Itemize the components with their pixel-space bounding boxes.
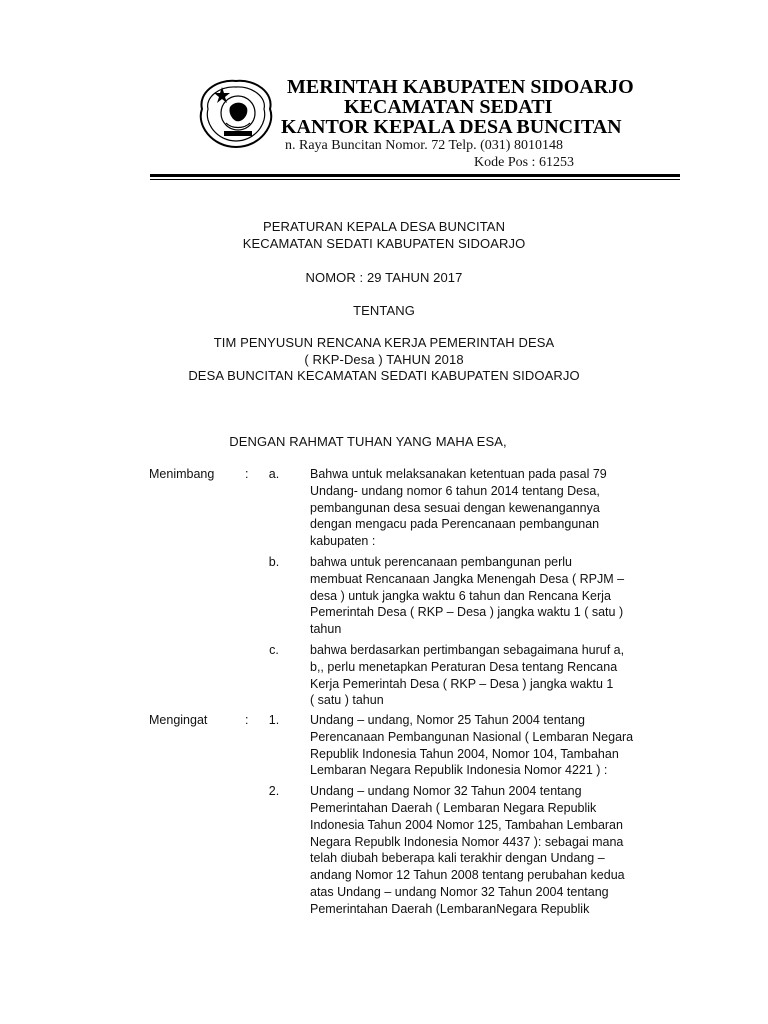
mengingat-item-2 [149,783,679,917]
item-number: c. [269,642,279,657]
menimbang-colon: : [245,467,249,481]
regulation-title: PERATURAN KEPALA DESA BUNCITAN [262,219,506,234]
menimbang-item-c [149,642,679,709]
item-text: Undang – undang, Nomor 25 Tahun 2004 tentang Perencanaan Pembangunan Nasional ( Lembaran Negara Republik Indonesia Tahun 2004, Nomor 104, Tambahan Lembaran Negara Republik Indonesia Nomor 4221 ) : [310,713,634,778]
regulation-jurisdiction: KECAMATAN SEDATI KABUPATEN SIDOARJO [242,236,526,251]
regulation-about-heading: TENTANG [353,303,415,318]
regulation-number: NOMOR : 29 TAHUN 2017 [305,270,463,285]
letterhead-district: KECAMATAN SEDATI [344,96,553,118]
menimbang-section [149,466,679,713]
item-text: bahwa berdasarkan pertimbangan sebagaimana huruf a, b,, perlu menetapkan Peraturan Desa tentang Rencana Kerja Pemerintah Desa ( RKP – Desa ) jangka waktu 1 ( satu ) tahun [310,642,625,708]
mengingat-label: Mengingat [149,713,208,727]
item-number: 2. [268,784,280,799]
item-text: Bahwa untuk melaksanakan ketentuan pada pasal 79 Undang- undang nomor 6 tahun 2014 tentang Desa, pembangunan desa sesuai dengan kewenangannya dengan mengacu pada Perencanaan pembangunan kabupaten : [310,467,607,549]
menimbang-item-b [149,554,679,638]
letterhead-regency: MERINTAH KABUPATEN SIDOARJO [287,76,634,98]
letterhead-divider-thin [150,179,680,180]
regulation-subject-line-2: ( RKP-Desa ) TAHUN 2018 [304,352,464,367]
regulation-subject-line-1: TIM PENYUSUN RENCANA KERJA PEMERINTAH DESA [213,335,555,350]
regulation-subject-line-3: DESA BUNCITAN KECAMATAN SEDATI KABUPATEN SIDOARJO [188,368,580,383]
letterhead-postal-code: Kode Pos : 61253 [474,155,574,170]
letterhead-divider-thick [150,174,680,177]
item-number: b. [268,554,280,569]
item-number: 1. [268,713,280,727]
item-number: a. [268,467,280,481]
item-text: bahwa untuk perencanaan pembangunan perlu membuat Rencanaan Jangka Menengah Desa ( RPJM – desa ) untuk jangka waktu 6 tahun dan Rencana Kerja Pemerintah Desa ( RKP – Desa ) jangka waktu 1 ( satu ) tahun [310,554,625,637]
item-text: Undang – undang Nomor 32 Tahun 2004 tentang Pemerintahan Daerah ( Lembaran Negara Republik Indonesia Tahun 2004 Nomor 125, Tambahan Lembaran Negara Republk Indonesia Nomor 4437 ): sebagai mana telah diubah beberapa kali terakhir dengan Undang – andang Nomor 12 Tahun 2008 tentang perubahan kedua atas Undang – undang Nomor 32 Tahun 2004 tentang Pemerintahan Daerah (LembaranNegara Republik [310,784,625,916]
regency-seal-logo [192,73,280,153]
letterhead [150,70,680,180]
menimbang-item-a [149,466,679,550]
mengingat-item-1 [149,712,679,779]
letterhead-office: KANTOR KEPALA DESA BUNCITAN [281,116,622,138]
letterhead-address: n. Raya Buncitan Nomor. 72 Telp. (031) 8010148 [285,138,563,153]
preamble: DENGAN RAHMAT TUHAN YANG MAHA ESA, [229,434,507,449]
mengingat-section [149,712,679,922]
mengingat-colon: : [245,713,249,727]
menimbang-label: Menimbang [149,467,215,481]
